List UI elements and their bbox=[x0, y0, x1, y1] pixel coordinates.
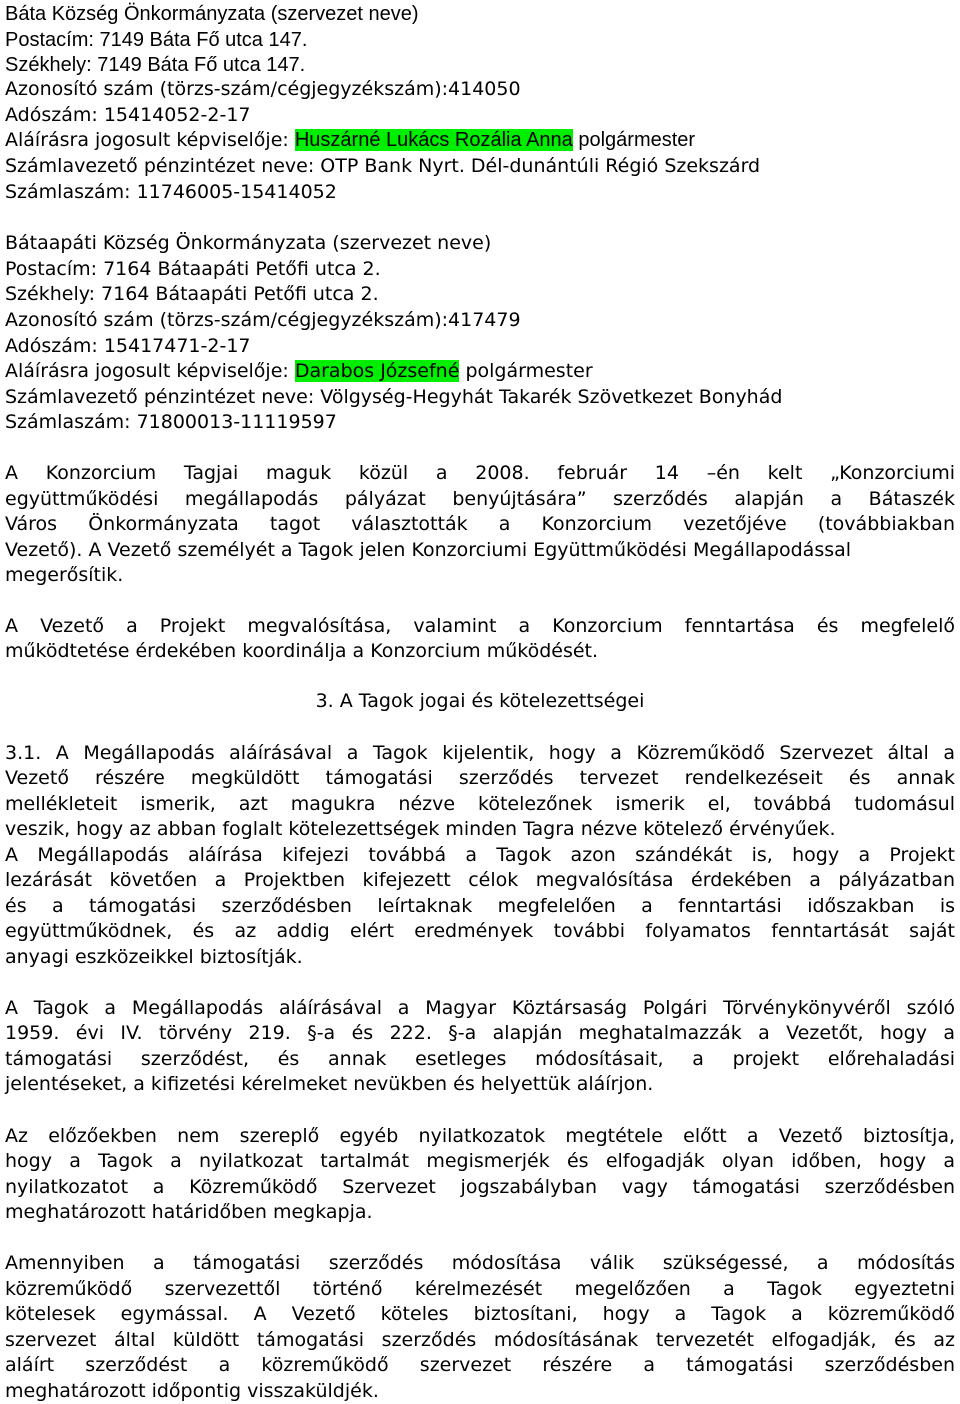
bata-tax-number: Adószám: 15414052-2-17 bbox=[5, 104, 251, 126]
paragraph-line: hogy a Tagok a nyilatkozat tartalmát megismerjék és elfogadják olyan időben, hogy a bbox=[5, 1150, 955, 1172]
paragraph-line: nyilatkozatot a Közreműködő Szervezet jogszabályban vagy támogatási szerződésben bbox=[5, 1176, 955, 1198]
paragraph-line: együttműködési megállapodás pályázat benyújtására” szerződés alapján a Bátaszék bbox=[5, 488, 955, 510]
paragraph-line: Város Önkormányzata tagot választották a Konzorcium vezetőjéve (továbbiakban bbox=[5, 513, 955, 535]
bata-signatory-line bbox=[5, 129, 695, 151]
signatory-name-highlight: Darabos Józsefné bbox=[294, 360, 460, 382]
signatory-title: polgármester bbox=[459, 360, 593, 382]
paragraph-line: A Konzorcium Tagjai maguk közül a 2008. február 14 –én kelt „Konzorciumi bbox=[5, 462, 955, 484]
paragraph-line: megerősítik. bbox=[5, 564, 124, 586]
paragraph-line: 3.1. A Megállapodás aláírásával a Tagok kijelentik, hogy a Közreműködő Szervezet által a bbox=[5, 742, 955, 764]
paragraph-line: veszik, hogy az abban foglalt kötelezettségek minden Tagra nézve kötelező érvényűek. bbox=[5, 818, 836, 840]
paragraph-line: Vezető részére megküldött támogatási szerződés tervezet rendelkezéseit és annak bbox=[5, 767, 955, 789]
paragraph-line: működtetése érdekében koordinálja a Konzorcium működését. bbox=[5, 640, 599, 662]
signatory-name-highlight: Huszárné Lukács Rozália Anna bbox=[294, 129, 573, 151]
bataapati-bank-name: Számlavezető pénzintézet neve: Völgység-Hegyhát Takarék Szövetkezet Bonyhád bbox=[5, 386, 783, 408]
paragraph-line: lezárását követően a Projektben kifejezett célok megvalósítása érdekében a pályázatban bbox=[5, 869, 955, 891]
paragraph-line: A Vezető a Projekt megvalósítása, valamint a Konzorcium fenntartása és megfelelő bbox=[5, 615, 955, 637]
paragraph-line: aláírt szerződést a közreműködő szervezet részére a támogatási szerződésben bbox=[5, 1354, 955, 1376]
bata-postal-address: Postacím: 7149 Báta Fő utca 147. bbox=[5, 29, 308, 51]
bataapati-seat-address: Székhely: 7164 Bátaapáti Petőfi utca 2. bbox=[5, 283, 379, 305]
paragraph-line: közreműködő szervezettől történő kérelmezését megelőzően a Tagok egyeztetni bbox=[5, 1278, 955, 1300]
bataapati-tax-number: Adószám: 15417471-2-17 bbox=[5, 335, 251, 357]
paragraph-line: 1959. évi IV. törvény 219. §-a és 222. §-a alapján meghatalmazzák a Vezetőt, hogy a bbox=[5, 1022, 955, 1044]
paragraph-line: A Megállapodás aláírása kifejezi továbbá a Tagok azon szándékát is, hogy a Projekt bbox=[5, 844, 955, 866]
paragraph-line: jelentéseket, a kifizetési kérelmeket nevükben és helyettük aláírjon. bbox=[5, 1073, 654, 1095]
paragraph-line: kötelesek egymással. A Vezető köteles biztosítani, hogy a Tagok a közreműködő bbox=[5, 1303, 955, 1325]
paragraph-line: meghatározott határidőben megkapja. bbox=[5, 1201, 373, 1223]
bataapati-signatory-line bbox=[5, 360, 593, 382]
paragraph-line: Amennyiben a támogatási szerződés módosítása válik szükségessé, a módosítás bbox=[5, 1252, 955, 1274]
signatory-label: Aláírásra jogosult képviselője: bbox=[5, 360, 295, 382]
bataapati-id-number: Azonosító szám (törzs-szám/cégjegyzékszám):417479 bbox=[5, 309, 521, 331]
paragraph-line: együttműködnek, és az addig elért eredmények további folyamatos fenntartását saját bbox=[5, 920, 955, 942]
paragraph-line: és a támogatási szerződésben leírtaknak megfelelően a fenntartási időszakban is bbox=[5, 895, 955, 917]
paragraph-line: A Tagok a Megállapodás aláírásával a Magyar Köztársaság Polgári Törvénykönyvéről szóló bbox=[5, 997, 955, 1019]
bataapati-org-name: Bátaapáti Község Önkormányzata (szervezet neve) bbox=[5, 232, 492, 254]
bata-seat-address: Székhely: 7149 Báta Fő utca 147. bbox=[5, 54, 306, 76]
bata-account-number: Számlaszám: 11746005-15414052 bbox=[5, 181, 337, 203]
bata-id-number: Azonosító szám (törzs-szám/cégjegyzékszám):414050 bbox=[5, 78, 521, 100]
paragraph-line: Az előzőekben nem szereplő egyéb nyilatkozatok megtétele előtt a Vezető biztosítja, bbox=[5, 1125, 955, 1147]
signatory-title: polgármester bbox=[572, 129, 696, 151]
signatory-label: Aláírásra jogosult képviselője: bbox=[5, 129, 295, 151]
bataapati-account-number: Számlaszám: 71800013-11119597 bbox=[5, 411, 337, 433]
bata-bank-name: Számlavezető pénzintézet neve: OTP Bank Nyrt. Dél-dunántúli Régió Szekszárd bbox=[5, 155, 761, 177]
paragraph-line: mellékleteit ismerik, azt magukra nézve kötelezőnek ismerik el, továbbá tudomásul bbox=[5, 793, 955, 815]
paragraph-line: Vezető). A Vezető személyét a Tagok jelen Konzorciumi Együttműködési Megállapodással bbox=[5, 539, 852, 561]
bataapati-postal-address: Postacím: 7164 Bátaapáti Petőfi utca 2. bbox=[5, 258, 381, 280]
paragraph-line: meghatározott időpontig visszaküldjék. bbox=[5, 1380, 379, 1402]
bata-org-name: Báta Község Önkormányzata (szervezet neve) bbox=[5, 3, 419, 25]
paragraph-line: szervezet által küldött támogatási szerződés módosításának tervezetét elfogadják, és az bbox=[5, 1329, 955, 1351]
paragraph-line: anyagi eszközeikkel biztosítják. bbox=[5, 946, 303, 968]
paragraph-line: támogatási szerződést, és annak esetleges módosításait, a projekt előrehaladási bbox=[5, 1048, 955, 1070]
section-heading: 3. A Tagok jogai és kötelezettségei bbox=[315, 690, 645, 712]
